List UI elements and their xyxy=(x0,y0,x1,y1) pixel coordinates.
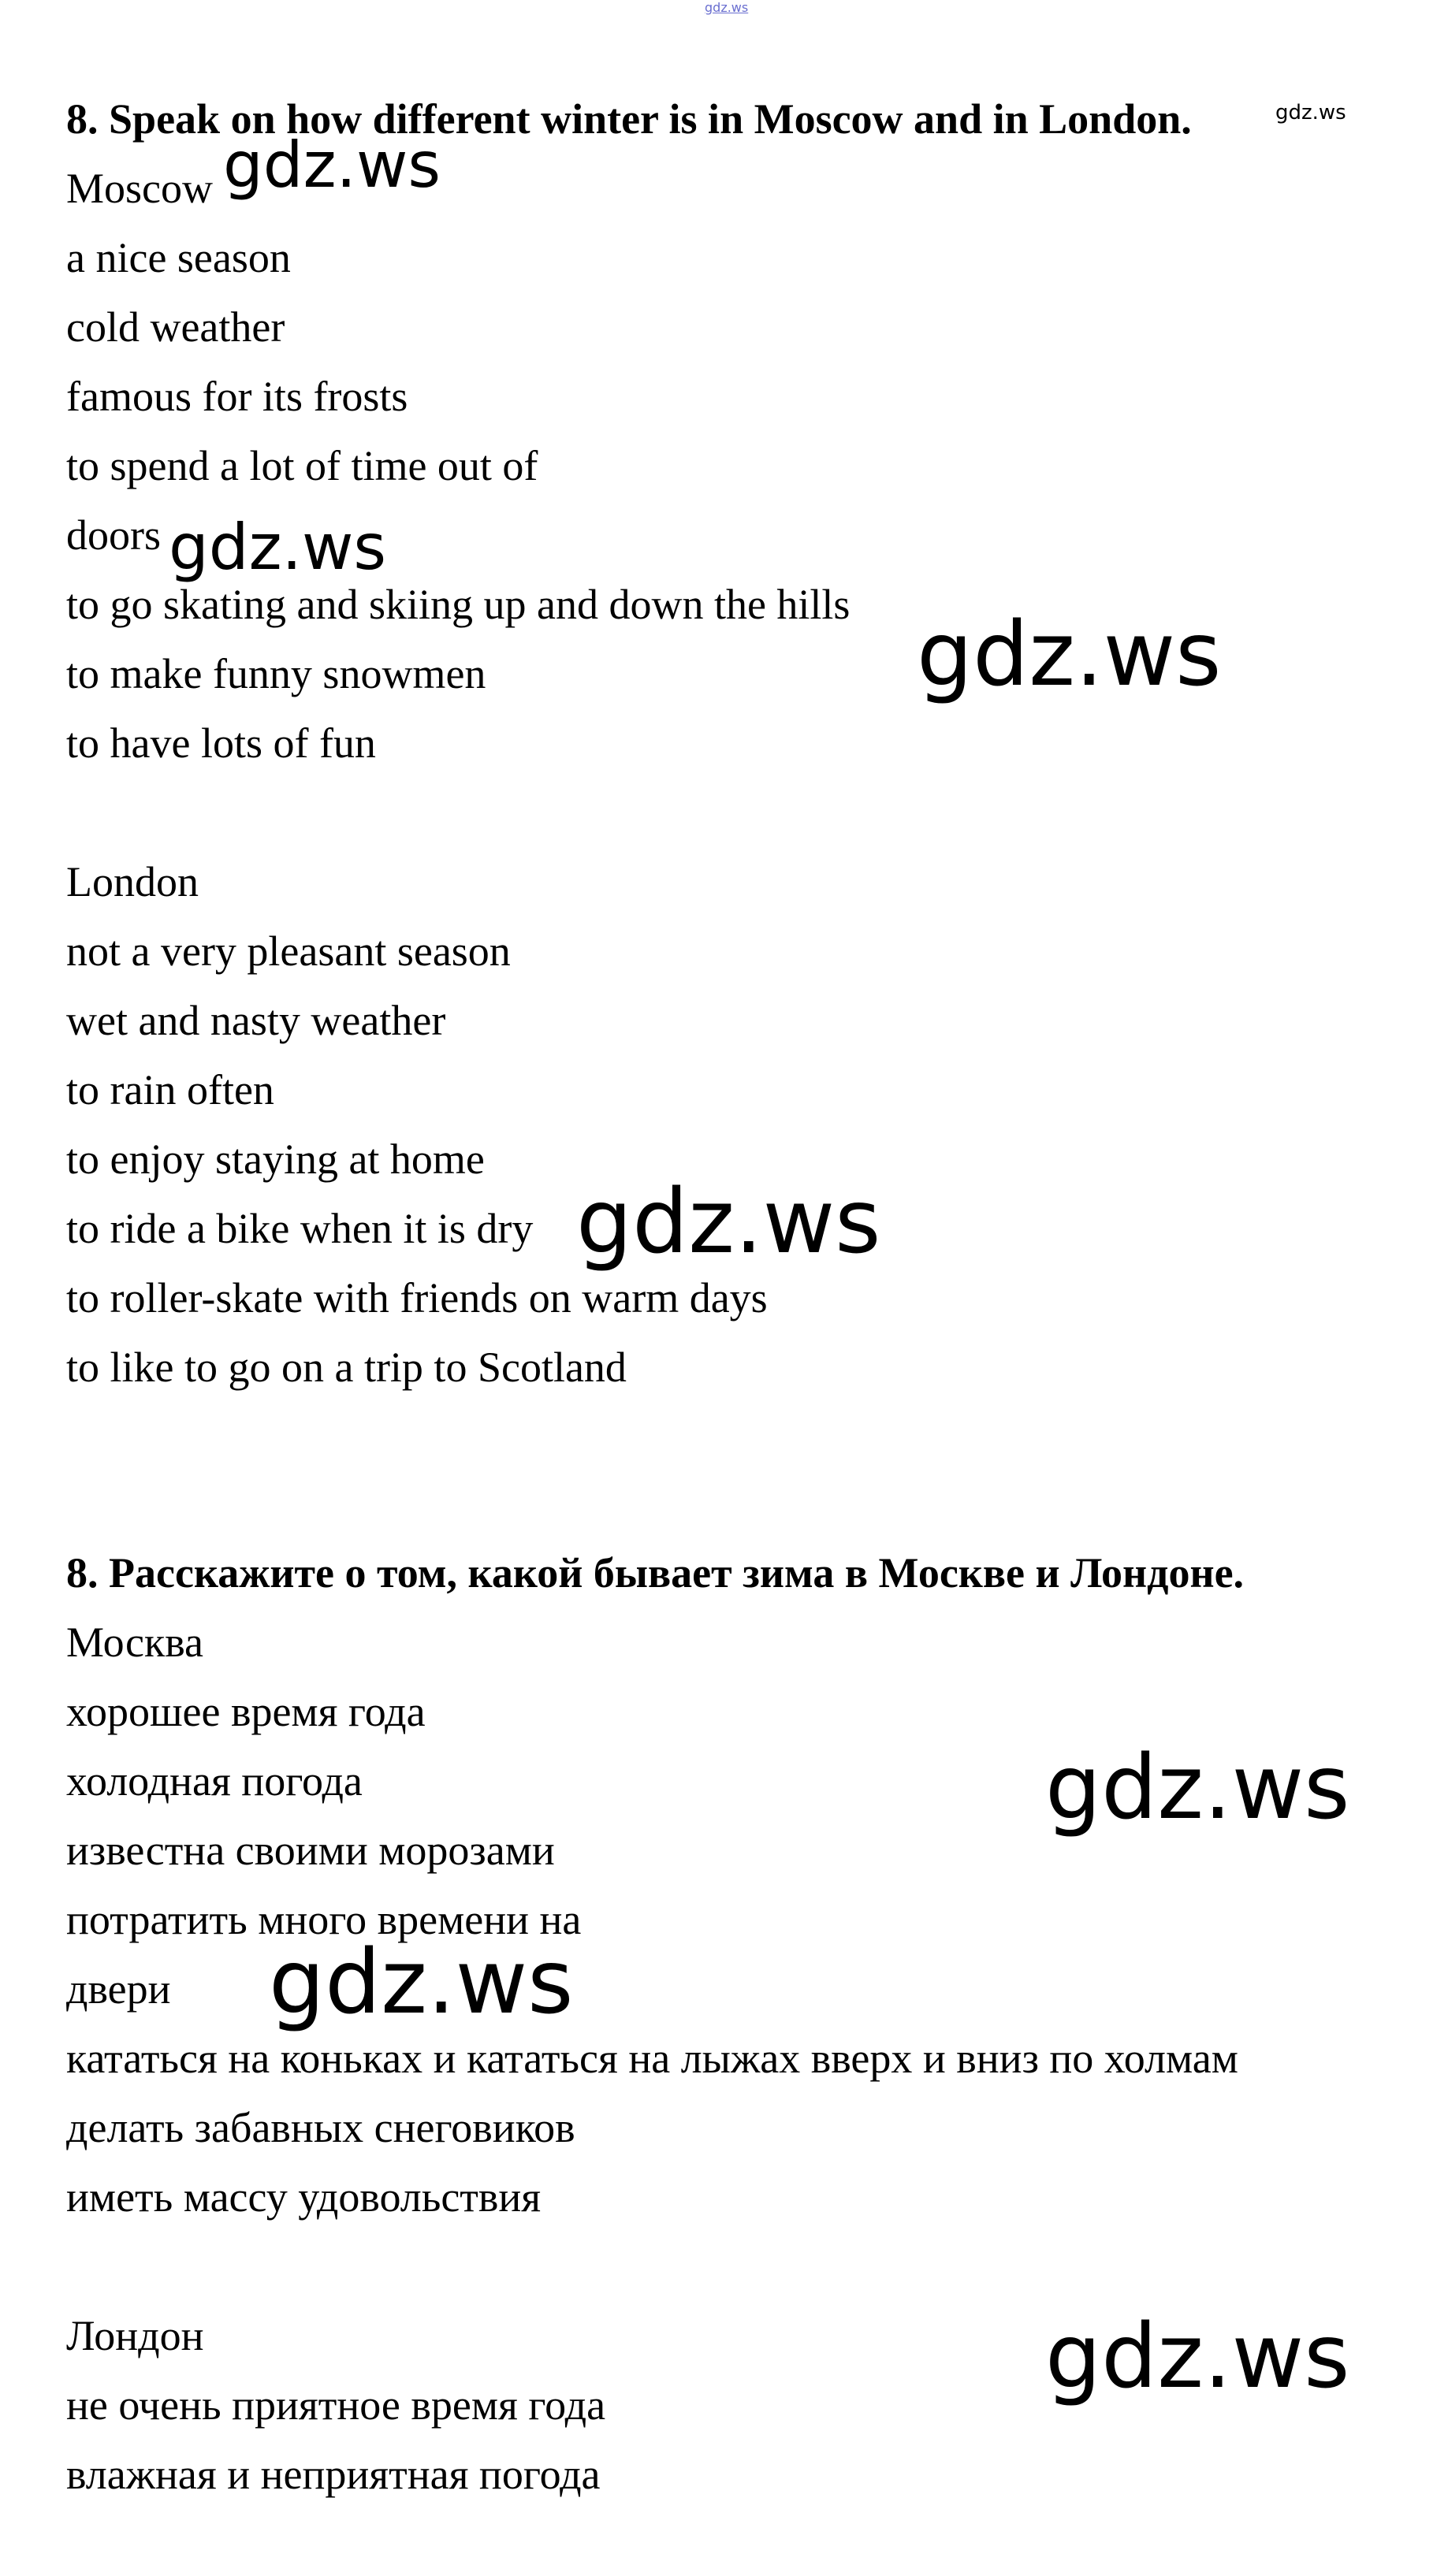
watermark: gdz.ws xyxy=(576,1171,881,1273)
watermark-small: gdz.ws xyxy=(1275,101,1346,125)
watermark: gdz.ws xyxy=(223,128,441,202)
watermark: gdz.ws xyxy=(1045,1737,1350,1839)
english-moscow-item: doors xyxy=(66,511,161,559)
russian-moscow-item: известна своими морозами xyxy=(66,1827,555,1874)
watermark: gdz.ws xyxy=(169,511,387,584)
russian-london-title: Лондон xyxy=(66,2312,204,2359)
english-london-title: London xyxy=(66,858,199,905)
watermark: gdz.ws xyxy=(1045,2306,1350,2408)
english-london-item: to enjoy staying at home xyxy=(66,1136,485,1183)
russian-moscow-item: холодная погода xyxy=(66,1757,363,1805)
english-london-item: not a very pleasant season xyxy=(66,927,511,975)
russian-london-item: не очень приятное время года xyxy=(66,2381,606,2429)
russian-moscow-item: кататься на коньках и кататься на лыжах вверх и вниз по холмам xyxy=(66,2035,1238,2082)
russian-moscow-item: делать забавных снеговиков xyxy=(66,2104,575,2151)
russian-london-item: влажная и неприятная погода xyxy=(66,2451,601,2498)
english-heading: 8. Speak on how different winter is in Moscow and in London. xyxy=(66,95,1192,143)
english-moscow-title: Moscow xyxy=(66,165,213,212)
english-moscow-item: to make funny snowmen xyxy=(66,650,486,697)
russian-moscow-item: двери xyxy=(66,1965,171,2013)
russian-moscow-item: иметь массу удовольствия xyxy=(66,2173,542,2221)
russian-moscow-title: Москва xyxy=(66,1619,203,1666)
english-moscow-item: famous for its frosts xyxy=(66,373,408,420)
english-london-item: wet and nasty weather xyxy=(66,997,446,1044)
watermark: gdz.ws xyxy=(269,1931,574,2034)
english-london-item: to roller-skate with friends on warm days xyxy=(66,1274,768,1321)
watermark: gdz.ws xyxy=(917,604,1222,706)
russian-heading: 8. Расскажите о том, какой бывает зима в Москве и Лондоне. xyxy=(66,1549,1245,1597)
english-london-item: to rain often xyxy=(66,1066,274,1113)
english-moscow-item: a nice season xyxy=(66,234,291,281)
english-moscow-item: cold weather xyxy=(66,303,285,351)
english-moscow-item: to spend a lot of time out of xyxy=(66,442,538,489)
english-moscow-item: to have lots of fun xyxy=(66,719,376,767)
english-moscow-item: to go skating and skiing up and down the hills xyxy=(66,581,851,628)
russian-moscow-item: хорошее время года xyxy=(66,1688,426,1735)
english-london-item: to ride a bike when it is dry xyxy=(66,1205,534,1252)
watermark-top-link[interactable]: gdz.ws xyxy=(705,0,749,15)
russian-moscow-item: потратить много времени на xyxy=(66,1896,582,1943)
english-london-item: to like to go on a trip to Scotland xyxy=(66,1344,627,1391)
